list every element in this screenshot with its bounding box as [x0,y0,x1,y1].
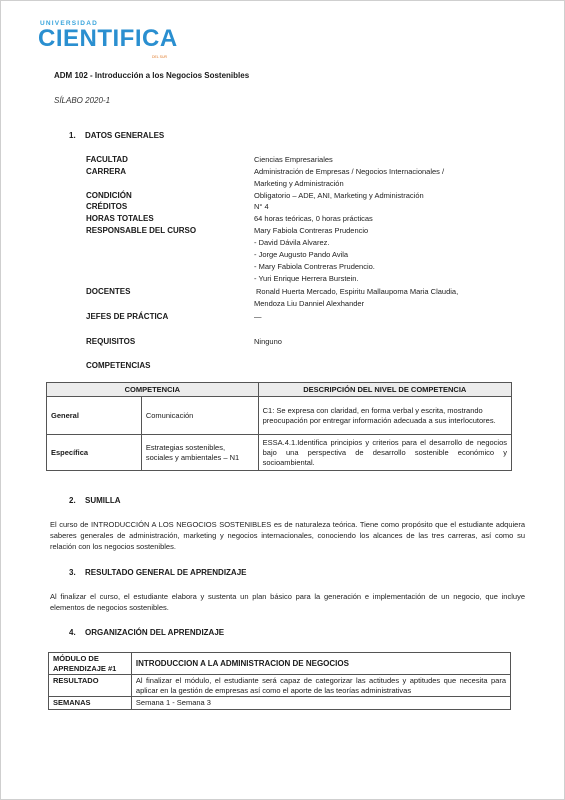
table-row [49,675,511,697]
jefes-label: JEFES DE PRÁCTICA [86,312,169,321]
logo-main-text: CIENTIFICA [38,25,178,52]
responsable-list-3: - Mary Fabiola Contreras Prudencio. [254,262,375,271]
carrera-value-2: Marketing y Administración [254,179,344,188]
resultado-value: Al finalizar el módulo, el estudiante será capaz de categorizar las actitudes y aptitudes que necesita para aplicar en la gestión de empresas así como el aporte de las teorías administrativas [131,675,510,697]
responsable-label: RESPONSABLE DEL CURSO [86,226,197,235]
docentes-value-1: Ronald Huerta Mercado, Espiritu Mallaupoma Maria Claudia, [256,287,459,296]
competencia-tipo: General [47,397,142,435]
responsable-value: Mary Fabiola Contreras Prudencio [254,226,369,235]
responsable-list-4: - Yuri Enrique Herrera Burstein. [254,274,359,283]
table-row [49,697,511,710]
table-row [47,397,512,435]
table-row [49,653,511,675]
requisitos-value: Ninguno [254,337,282,346]
resultado-label: RESULTADO [49,675,132,697]
horas-label: HORAS TOTALES [86,214,154,223]
section-3-heading: 3. RESULTADO GENERAL DE APRENDIZAJE [69,568,247,577]
competencia-nombre: Estrategias sostenibles, sociales y ambientales – N1 [141,435,258,471]
table-row [47,435,512,471]
competencia-desc: C1: Se expresa con claridad, en forma verbal y escrita, mostrando preocupación por entregar información adecuada a sus interlocutores. [258,397,511,435]
logo-sub-text: DEL SUR [152,55,168,59]
facultad-value: Ciencias Empresariales [254,155,333,164]
facultad-label: FACULTAD [86,155,128,164]
logo-top-text: UNIVERSIDAD [40,20,98,27]
modulo-label: MÓDULO DE APRENDIZAJE #1 [49,653,132,675]
docentes-label: DOCENTES [86,287,131,296]
responsable-list-2: - Jorge Augusto Pando Avila [254,250,349,259]
horas-value: 64 horas teóricas, 0 horas prácticas [254,214,373,223]
section-4-heading: 4. ORGANIZACIÓN DEL APRENDIZAJE [69,628,225,637]
resultado-general-text: Al finalizar el curso, el estudiante elabora y sustenta un plan básico para la generación e implementación de un negocio, que incluye elementos de negocios sostenibles. [50,592,525,612]
university-logo [38,20,178,62]
competencia-tipo: Específica [47,435,142,471]
competencia-desc: ESSA.4.1.Identifica principios y criterios para el desarrollo de negocios bajo una perspectiva de desarrollo sostenible económico y socioambiental. [258,435,511,471]
silabo-label: SÍLABO 2020-1 [54,96,111,105]
section-1-heading: 1. DATOS GENERALES [69,131,165,140]
jefes-value: — [254,312,262,321]
semanas-label: SEMANAS [49,697,132,710]
descripcion-header: DESCRIPCIÓN DEL NIVEL DE COMPETENCIA [258,383,511,397]
condicion-value: Obligatorio – ADE, ANI, Marketing y Administración [254,191,424,200]
competencia-header: COMPETENCIA [47,383,259,397]
sumilla-text: El curso de INTRODUCCIÓN A LOS NEGOCIOS SOSTENIBLES es de naturaleza teórica. Tiene como propósito que el estudiante adquiera saberes generales de administración, marketing y negocios internacionales, conociendo los alcances de las tres carreras, así como su relación con los negocios sostenibles. [50,520,525,551]
semanas-value: Semana 1 - Semana 3 [131,697,510,710]
docentes-value-2: Mendoza Liu Danniel Alexhander [254,299,365,308]
modulo-value: INTRODUCCION A LA ADMINISTRACION DE NEGOCIOS [131,653,510,675]
creditos-value: N° 4 [254,202,269,211]
creditos-label: CRÉDITOS [86,202,128,211]
requisitos-label: REQUISITOS [86,337,136,346]
competencias-label: COMPETENCIAS [86,361,151,370]
carrera-value-1: Administración de Empresas / Negocios Internacionales / [254,167,445,176]
responsable-list-1: - David Dávila Alvarez. [254,238,330,247]
condicion-label: CONDICIÓN [86,191,132,200]
competencia-nombre: Comunicación [141,397,258,435]
section-2-heading: 2. SUMILLA [69,496,121,505]
modulo-table [48,652,511,710]
course-title: ADM 102 - Introducción a los Negocios Sostenibles [54,71,250,80]
competencias-table [46,382,512,471]
carrera-label: CARRERA [86,167,126,176]
